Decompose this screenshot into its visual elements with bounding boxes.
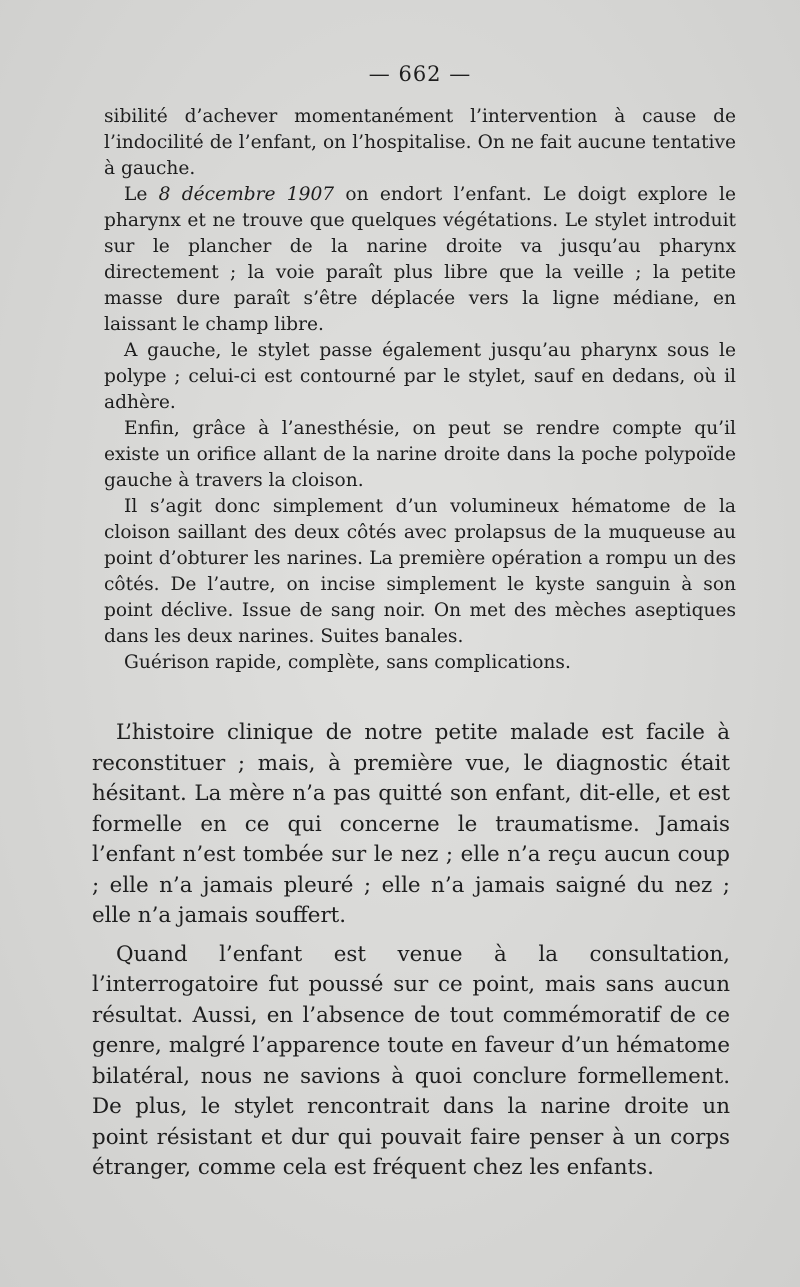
paragraph-left-side: A gauche, le stylet passe également jusqu’au pharynx sous le polype ; celui-ci est contourné par le stylet, sauf en dedans, où il adhère. bbox=[104, 340, 736, 413]
entry-date: 8 décembre 1907 bbox=[158, 184, 335, 205]
paragraph-outcome: Guérison rapide, complète, sans complications. bbox=[124, 652, 571, 673]
paragraph-clinical-history: L’histoire clinique de notre petite malade est facile à reconstituer ; mais, à première vue, le diagnostic était hésitant. La mère n’a pas quitté son enfant, dit-elle, et est formelle en ce qui concerne le traumatisme. Jamais l’enfant n’est tombée sur le nez ; elle n’a reçu aucun coup ; elle n’a jamais pleuré ; elle n’a jamais saigné du nez ; elle n’a jamais souffert. bbox=[92, 720, 730, 928]
page-number: — 662 — bbox=[368, 62, 472, 86]
paragraph-continuation: sibilité d’achever momentanément l’intervention à cause de l’indocilité de l’enfant, on l’hospitalise. On ne fait aucune tentative à gauche. bbox=[104, 106, 736, 179]
date-paragraph-body: pharynx et ne trouve que quelques végétations. Le stylet introduit sur le plancher de la narine droite va jusqu’au pharynx directement ; la voie paraît plus libre que la veille ; la petite masse dure paraît s’être déplacée vers la ligne médiane, en laissant le champ libre. bbox=[104, 210, 736, 335]
paragraph-diagnosis: Il s’agit donc simplement d’un volumineux hématome de la cloison saillant des deux côtés avec prolapsus de la muqueuse au point d’obturer les narines. La première opération a rompu un des côtés. De l’autre, on incise simplement le kyste sanguin à son point déclive. Issue de sang noir. On met des mèches aseptiques dans les deux narines. Suites banales. bbox=[104, 496, 736, 647]
date-suffix: on endort l’enfant. Le doigt explore le bbox=[334, 184, 736, 205]
paragraph-consultation: Quand l’enfant est venue à la consultation, l’interrogatoire fut poussé sur ce point, mais sans aucun résultat. Aussi, en l’absence de tout commémoratif de ce genre, malgré l’apparence toute en faveur d’un hématome bilatéral, nous ne savions à quoi conclure formellement. De plus, le stylet rencontrait dans la narine droite un point résistant et dur qui pouvait faire penser à un corps étranger, comme cela est fréquent chez les enfants. bbox=[92, 941, 730, 1180]
paragraph-anesthesia: Enfin, grâce à l’anesthésie, on peut se rendre compte qu’il existe un orifice allant de la narine droite dans la poche polypoïde gauche à travers la cloison. bbox=[104, 418, 736, 491]
date-prefix: Le bbox=[124, 184, 159, 205]
case-report-text bbox=[104, 104, 736, 676]
discussion-text bbox=[92, 718, 730, 1184]
paragraph-date-entry bbox=[104, 182, 736, 338]
